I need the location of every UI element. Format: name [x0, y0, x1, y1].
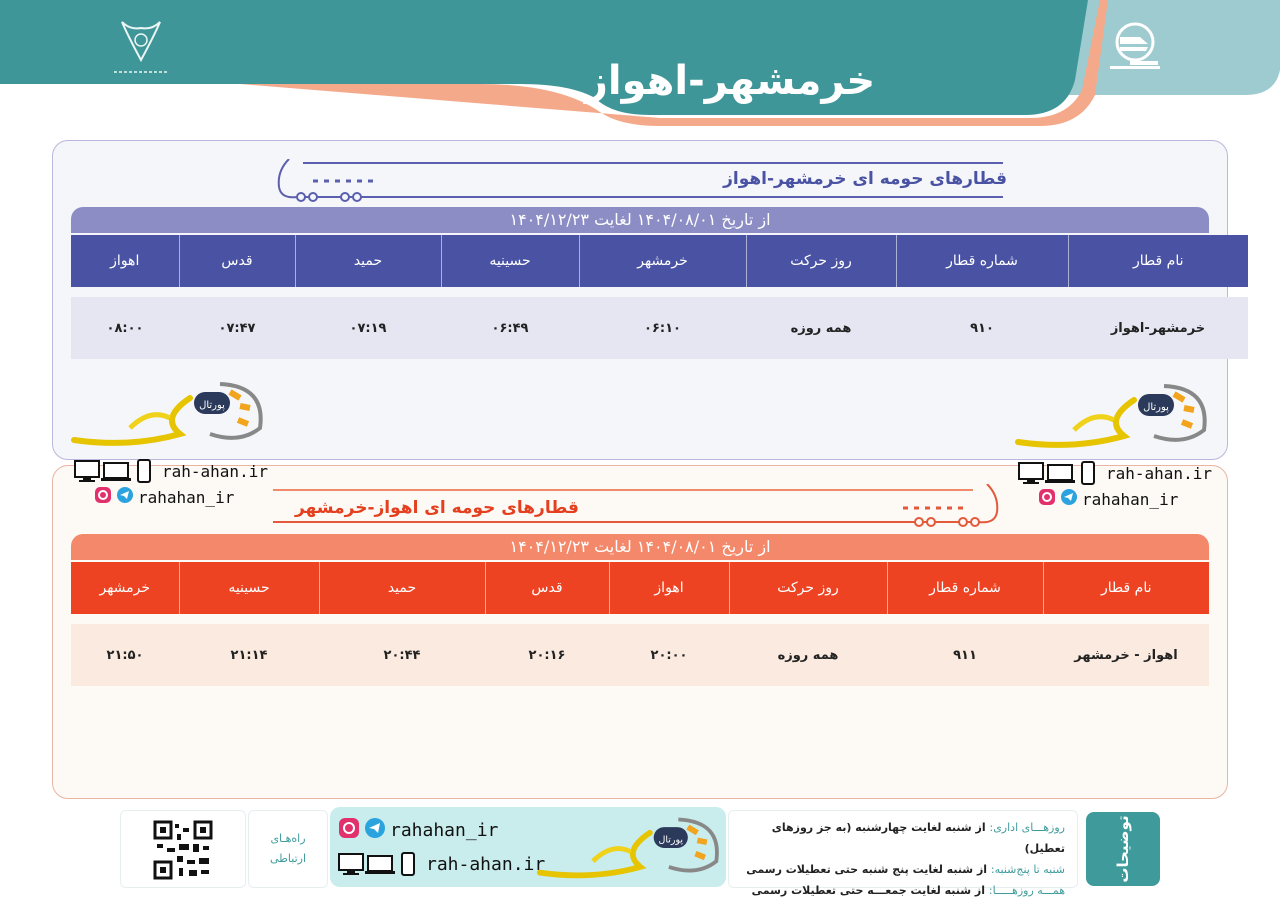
note-line: روزهـــای اداری: از شنبه لغایت چهارشنبه (به جز روزهای تعطیل): [771, 821, 1065, 855]
section-banner: [273, 484, 1003, 528]
portal-logo-right: [1014, 380, 1210, 450]
column-header: حسینیه: [179, 562, 319, 614]
page-header: [0, 0, 1280, 130]
train-name-cell: خرمشهر-اهواز: [1068, 297, 1248, 359]
column-header: روز حرکت: [746, 235, 896, 287]
social-line: [1018, 486, 1218, 512]
column-header: حمید: [319, 562, 485, 614]
svg-text:پورتال: پورتال: [658, 834, 684, 846]
time-cell: ۲۰:۴۴: [319, 624, 485, 686]
social-line: [338, 817, 545, 843]
social-handle-text[interactable]: rahahan_ir: [390, 819, 499, 841]
section-ahvaz-khorramshahr: [52, 465, 1228, 799]
footer-portal-panel: [330, 807, 726, 887]
devices-icon: [74, 459, 158, 483]
time-cell: ۲۰:۰۰: [609, 624, 729, 686]
social-handle-text[interactable]: rahahan_ir: [1082, 489, 1179, 509]
time-cell: ۰۶:۴۹: [441, 297, 579, 359]
notes-tab-label: توضیحات: [1114, 815, 1132, 883]
contact-ways-label: راه‌هـای ارتباطی: [248, 810, 328, 888]
section-banner: [273, 159, 1013, 203]
telegram-icon[interactable]: [364, 817, 386, 843]
time-cell: ۲۱:۱۴: [179, 624, 319, 686]
devices-icon: [1018, 461, 1102, 485]
instagram-icon[interactable]: [94, 486, 112, 508]
railway-logo: [1104, 20, 1166, 78]
column-header: شماره قطار: [887, 562, 1043, 614]
table-header-row: [71, 235, 1248, 287]
run-days-cell: همه روزه: [729, 624, 887, 686]
section-title: قطارهای حومه ای خرمشهر-اهواز: [723, 169, 1007, 189]
table-row: [71, 624, 1209, 686]
qr-code-icon[interactable]: [153, 820, 213, 880]
column-header: قدس: [179, 235, 295, 287]
train-number-cell: ۹۱۰: [896, 297, 1068, 359]
devices-icon: [338, 852, 422, 876]
portal-logo-left: [70, 378, 266, 448]
column-header: اهواز: [71, 235, 179, 287]
time-cell: ۰۶:۱۰: [579, 297, 746, 359]
instagram-icon[interactable]: [1038, 488, 1056, 510]
time-cell: ۲۱:۵۰: [71, 624, 179, 686]
telegram-icon[interactable]: [1060, 488, 1078, 510]
time-cell: ۰۸:۰۰: [71, 297, 179, 359]
contact-block-right: [1018, 460, 1218, 512]
time-cell: ۰۷:۴۷: [179, 297, 295, 359]
section-title: قطارهای حومه ای اهواز-خرمشهر: [295, 498, 579, 518]
svg-text:پورتال: پورتال: [1143, 402, 1169, 413]
date-range-bar: از تاریخ ۱۴۰۴/۰۸/۰۱ لغایت ۱۴۰۴/۱۲/۲۳: [71, 534, 1209, 560]
column-header: روز حرکت: [729, 562, 887, 614]
table-header-row: [71, 562, 1209, 614]
telegram-icon[interactable]: [116, 486, 134, 508]
column-header: شماره قطار: [896, 235, 1068, 287]
instagram-icon[interactable]: [338, 817, 360, 843]
notes-tab: [1086, 812, 1160, 886]
notes-panel: [728, 810, 1078, 897]
time-cell: ۰۷:۱۹: [295, 297, 441, 359]
note-line: همـــه روزهـــــا: از شنبه لغایت جمعـــه حتی تعطیلات رسمی: [751, 884, 1065, 897]
column-header: خرمشهر: [579, 235, 746, 287]
website-line: [74, 458, 274, 484]
schedule-table: [71, 562, 1209, 686]
website-line: [1018, 460, 1218, 486]
column-header: نام قطار: [1068, 235, 1248, 287]
social-handle-text[interactable]: rahahan_ir: [138, 487, 235, 507]
website-text[interactable]: rah-ahan.ir: [1106, 463, 1212, 483]
column-header: نام قطار: [1043, 562, 1209, 614]
contact-block-left: [74, 458, 274, 510]
column-header: خرمشهر: [71, 562, 179, 614]
train-name-cell: اهواز - خرمشهر: [1043, 624, 1209, 686]
column-header: قدس: [485, 562, 609, 614]
table-row: [71, 297, 1248, 359]
column-header: حمید: [295, 235, 441, 287]
footer-portal-logo: [536, 813, 722, 881]
time-cell: ۲۰:۱۶: [485, 624, 609, 686]
page-title: خرمشهر-اهواز: [584, 58, 876, 104]
column-header: حسینیه: [441, 235, 579, 287]
date-range-bar: از تاریخ ۱۴۰۴/۰۸/۰۱ لغایت ۱۴۰۴/۱۲/۲۳: [71, 207, 1209, 233]
qr-code-panel: [120, 810, 246, 888]
train-number-cell: ۹۱۱: [887, 624, 1043, 686]
note-line: شنبه تا پنج‌شنبه: از شنبه لغایت پنج شنبه حتی تعطیلات رسمی: [746, 863, 1065, 876]
schedule-table: [71, 235, 1248, 359]
website-text[interactable]: rah-ahan.ir: [162, 461, 268, 481]
social-line: [74, 484, 274, 510]
website-line: [338, 851, 545, 877]
government-emblem-logo: [108, 16, 174, 78]
svg-text:پورتال: پورتال: [199, 400, 225, 411]
run-days-cell: همه روزه: [746, 297, 896, 359]
column-header: اهواز: [609, 562, 729, 614]
footer-contacts: [338, 817, 545, 877]
website-text[interactable]: rah-ahan.ir: [426, 853, 546, 875]
